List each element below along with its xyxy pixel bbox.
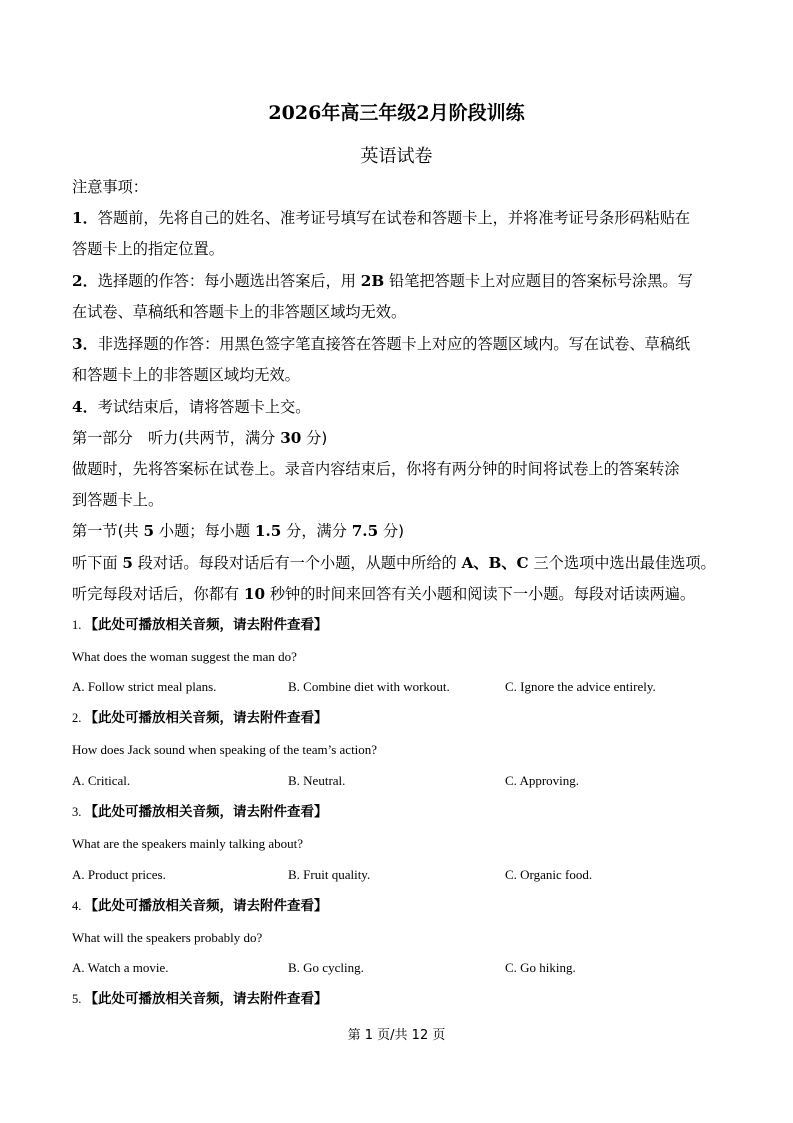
question-3-option-c[interactable]: C. Organic food. bbox=[505, 867, 593, 882]
page-footer: 第 1 页/共 12 页 bbox=[347, 1028, 446, 1043]
section1-heading: 第一节(共 5 小题；每小题 1.5 分，满分 7.5 分) bbox=[72, 522, 405, 540]
notice-item-2-line2: 在试卷、草稿纸和答题卡上的非答题区域均无效。 bbox=[72, 303, 407, 321]
page-subtitle: 英语试卷 bbox=[360, 146, 433, 167]
audio-placeholder[interactable]: 【此处可播放相关音频，请去附件查看】 bbox=[84, 710, 328, 726]
notice-item-1-line2: 答题卡上的指定位置。 bbox=[72, 240, 224, 258]
notice-item-1-line1: 1．答题前，先将自己的姓名、准考证号填写在试卷和答题卡上，并将准考证号条形码粘贴在 bbox=[72, 209, 691, 227]
question-2-option-a[interactable]: A. Critical. bbox=[72, 773, 131, 788]
question-4-option-b[interactable]: B. Go cycling. bbox=[288, 960, 364, 975]
question-3-option-b[interactable]: B. Fruit quality. bbox=[288, 867, 371, 882]
notice-item-3-line1: 3．非选择题的作答：用黑色签字笔直接答在答题卡上对应的答题区域内。写在试卷、草稿纸 bbox=[72, 335, 691, 353]
question-2-audio[interactable]: 2. 【此处可播放相关音频，请去附件查看】 bbox=[72, 710, 328, 726]
title-end: 月阶段训练 bbox=[429, 102, 525, 124]
question-2-option-b[interactable]: B. Neutral. bbox=[288, 773, 346, 788]
question-3-option-a[interactable]: A. Product prices. bbox=[72, 867, 166, 882]
section1-instruction-line1: 听下面 5 段对话。每段对话后有一个小题，从题中所给的 A、B、C 三个选项中选出最佳选项。 bbox=[72, 554, 716, 572]
notice-item-3-line2: 和答题卡上的非答题区域均无效。 bbox=[72, 366, 300, 384]
question-1-option-c[interactable]: C. Ignore the advice entirely. bbox=[505, 679, 656, 694]
audio-placeholder[interactable]: 【此处可播放相关音频，请去附件查看】 bbox=[84, 617, 328, 633]
audio-placeholder[interactable]: 【此处可播放相关音频，请去附件查看】 bbox=[84, 804, 328, 820]
part1-instruction-line1: 做题时，先将答案标在试卷上。录音内容结束后，你将有两分钟的时间将试卷上的答案转涂 bbox=[72, 460, 680, 478]
question-5-audio[interactable]: 5. 【此处可播放相关音频，请去附件查看】 bbox=[72, 991, 328, 1007]
part1-heading: 第一部分 听力(共两节，满分 30 分) bbox=[72, 429, 328, 447]
title-year: 2026 bbox=[268, 102, 322, 124]
page-title bbox=[0, 98, 793, 125]
title-mid: 年高三年级 bbox=[321, 102, 417, 124]
question-3-audio[interactable]: 3. 【此处可播放相关音频，请去附件查看】 bbox=[72, 804, 328, 820]
audio-placeholder[interactable]: 【此处可播放相关音频，请去附件查看】 bbox=[84, 991, 328, 1007]
question-2-option-c[interactable]: C. Approving. bbox=[505, 773, 580, 788]
part1-instruction-line2: 到答题卡上。 bbox=[72, 491, 164, 509]
question-1-option-b[interactable]: B. Combine diet with workout. bbox=[288, 679, 450, 694]
question-1-option-a[interactable]: A. Follow strict meal plans. bbox=[72, 679, 217, 694]
question-2-text: How does Jack sound when speaking of the team’s action? bbox=[72, 742, 378, 757]
question-4-audio[interactable]: 4. 【此处可播放相关音频，请去附件查看】 bbox=[72, 898, 328, 914]
audio-placeholder[interactable]: 【此处可播放相关音频，请去附件查看】 bbox=[84, 898, 328, 914]
section1-instruction-line2: 听完每段对话后，你都有 10 秒钟的时间来回答有关小题和阅读下一小题。每段对话读两遍。 bbox=[72, 585, 696, 603]
notice-heading: 注意事项： bbox=[72, 178, 148, 196]
notice-item-4-line1: 4．考试结束后，请将答题卡上交。 bbox=[72, 398, 311, 416]
title-month: 2 bbox=[416, 102, 430, 124]
question-1-text: What does the woman suggest the man do? bbox=[72, 649, 297, 664]
question-4-option-c[interactable]: C. Go hiking. bbox=[505, 960, 576, 975]
question-3-text: What are the speakers mainly talking about? bbox=[72, 836, 304, 851]
question-1-audio[interactable]: 1. 【此处可播放相关音频，请去附件查看】 bbox=[72, 617, 328, 633]
question-4-option-a[interactable]: A. Watch a movie. bbox=[72, 960, 169, 975]
question-4-text: What will the speakers probably do? bbox=[72, 930, 263, 945]
notice-item-2-line1: 2．选择题的作答：每小题选出答案后，用 2B 铅笔把答题卡上对应题目的答案标号涂黑。写 bbox=[72, 272, 693, 290]
